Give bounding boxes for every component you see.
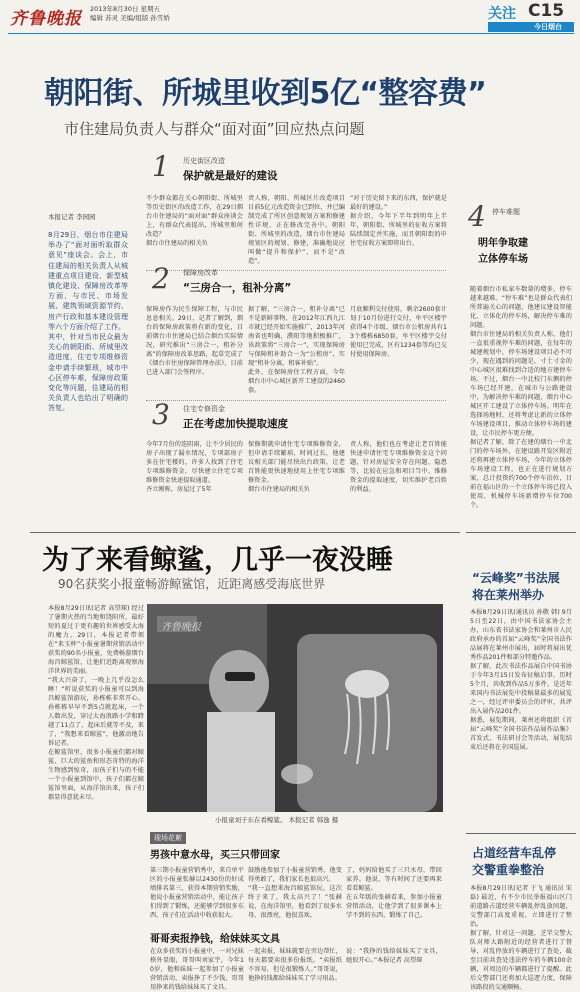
story2-col2: 一起卖报，妹妹就要在旁边帮忙，每天都要卖很多份报纸。“卖报纸不容易，但是很锻炼人。”哥哥说，他挣的钱都给妹妹买了学习用品。 [248,948,342,982]
traffic-title-line1: 占道经营车乱停 [472,846,557,860]
calligraphy-title-line2: 将在莱州举办 [472,588,545,602]
section-2-number: 2 [152,262,170,295]
section-2-col1: 保障房作为民生保障工程，与市民息息相关。29日，记者了解到，烟台的保障房政策将有新的变化，目前烟台市住建局已结合烟台实际情况，研究推出“三房合一，租补分离”的保障房改革思路，起草完成了《烟台市住房保障管理办法》，目前已进入部门会签程序。 [146,306,243,376]
section-1-col3: “对于历史留下来的东西，保护就是最好的建设。” 据介绍，今年下半年到明年上半年，朝阳街、所城里的征收方案将陆续制定并实施，而且朝阳街的申住宅征收方案即将出台。 [350,195,447,247]
masthead [0,0,580,34]
lead-byline: 本报记者 李园园 [48,213,96,221]
editor-line: 编辑 苏灵 美编/组版 孙雪娇 [90,14,170,22]
newspaper-logo: 齐鲁晚报 [10,9,82,29]
section-4-title [478,236,528,268]
section-4-text: 随着烟台市私家车数量的增多，停车越来越难。“停车难”也是群众代表们所普遍关心的问题，他建议建设智能化、立体化的停车场，解决停车难的问题。 烟台市住建局的相关负责人称，他们一直很重视停车难的问题，在每年的城建规划中，停车场建设项目必不可少，现在遇到的问题是，寸土寸金的中心城区很难找到合适的地方建停车场。不过，烟台一中北校门东侧的停车场已经开建，在城市与公路建设中，为解决停车难的问题，烟台中心城区开工建设了立体停车场。明年在选择场地时，还将考虑让新的立体停车场建设项目，推动立体停车场的建设，让市民停车更方便。 据记者了解，除了在建的烟台一中北门的停车场外，在建设路开发区附近还将再建立体停车场，今年的立体停车场建设工程，也正在进行规划方案，总计投资约700个停车泊位，目前在福山区的一个立体停车场已投入使用，机械停车场新增停车位700个。 [470,286,572,509]
section-4-kicker: 停车难题 [492,208,520,216]
section-3-kicker: 住宅专修资金 [183,405,225,413]
story1-col1: 第三期小报童营销秀中，来自单平区的小报童张赫以2430份的好成绩排名第三，获得本期营销奖励，他说小报童营销活动中，能让孩子们得到了锻炼，还能够学到很多东西，孩子们在活动中收获很大。 [150,867,244,919]
section-4-title-line1: 明年争取建 [478,238,528,249]
date-line: 2013年8月30日 星期五 [90,5,161,13]
main-headline: 朝阳街、所城里收到5亿“整容费” [44,76,487,111]
section-2-kicker: 保障房改革 [183,269,218,277]
section-1-kicker: 历史街区改造 [183,157,225,165]
main-subheadline: 市住建局负责人与群众“面对面”回应热点问题 [64,120,365,138]
section-4-number: 4 [468,200,486,233]
traffic-text: 本报8月29日讯(记者 于飞 通讯员 宋磊) 最近，有不少市民举报福山区门前道路占道经营车辆乱停乱放问题，交警部门高度重视，立即进行了整治。 据了解，针对这一问题，芝罘交警大队对师大路附近的经营者进行了督导，对乱停放的车辆进行了查处，截至目前共查处违法停车的车辆100余辆，对周边的车辆都进行了提醒。此后交警部门还将加大巡逻力度，保障该路段的交通顺畅。 [470,885,572,991]
whale-headline: 为了来看鲸鲨，几乎一夜没睡 [42,545,393,576]
section-3-col2: 保修期就申请住宅专项维修资金，但申请手续繁琐，时间过长，他建议相关部门能尽快出台政策，让老百姓能更快速地使用上住宅专项维修资金。 烟台市住建局的相关负 [248,441,345,493]
calligraphy-title-line1: “云峰奖”书法展 [472,571,560,585]
lead-text: 8月29日，烟台市住建局举办了“面对面听取群众意见”座谈会。会上，市住建局的相关负责人从城建重点项目建设、新型城镇化建设、保障房改革等方面，与市民、市场发展、建筑领域资源节约、房产行政和基本建设管理等六个方面介绍了工作。 其中，针对当市民众最为关心的朝阳街、所城里改造进度，住宅专项维修资金申请手续繁琐，城市中心区停车难，保障房政策变化等问题，住建局的相关负责人也给出了明确的答复。 [48,231,128,413]
section-1-col1: 不少群众都在关心朝阳街、所城里等历史街区的改造工作，在29日烟台市住建局的“面对面”群众座谈会上，有群众代表提出，所城里和何改造？ 烟台市住建局的相关负 [146,195,243,247]
page-code: C15 [528,1,565,21]
section-3-col1: 今年7月份的连阴雨，让不少居民的房子出现了漏水情况，专项部房子多在住宅楼的，许多人找到了住宅专项维修资金，尽快建立住宅专项维修资金快速提取通道。 齐立刚称，房屋过了5年 [146,441,243,493]
story2-col1: 在众多获奖的小报童中，一对兄妹格外显眼，哥哥叫刘家宇，今年10岁，他和妹妹一起参加了小报童营销活动，卖报挣了不少钱，哥哥用挣来的钱给妹妹买了文具。 [150,948,244,991]
story1-col3: 了，妈妈给他买了三只水母，带回家养。他说，等有时间了还要再来看看鲸鲨。 在五年级的张赫看来，参加小报童营销活动，让他学到了很多课本上学不到的东西，锻炼了自己。 [346,867,442,919]
section-1-title: 保护就是最好的建设 [183,170,278,182]
whale-photo [147,604,443,812]
section-label: 关注 [488,6,516,22]
story2-title: 哥哥卖报挣钱，给妹妹买文具 [150,934,280,945]
whale-col1: 本报8月29日讯(记者 高望琛) 经过了暑期火热的当地和饶阳所，最好短的夏过于更有趣的世界感受大海的魔力，29日，本报记者带领在“来玉杯”小报童暑期营销活动中获奖的90名小报童，免费畅游烟台海昌鲸鲨馆，让他们近距离观察海洋世界的美丽。 “我大兴奋了，一晚上几乎没怎么睡！”听说获奖的小报童可以到海昌鲸鲨馆游玩，孙栋栋非常开心。孙栋栋早早不到5点就起床，一个人数出发，穿过大海浪路小学和跨越了11点了，起床后就等不及，来了，“我想来看鲸鲨”，他激动地告诉记者。 在鲸鲨馆里，很多小报童们都对鲸鲨、巨大的鲨鱼和形态奇特的海洋生物感到惊奇，而孩子们与的不能一个小报童到馆中，孩子们都在鲸鲨馆里面，从海洋馆出来，孩子们都显得意犹未尽。 [48,605,144,801]
story1-col2: 鼓励他参加了小报童营销秀，他变得勇敢了，我们家长也很高兴。 “我一直想来海昌鲸鲨馆玩，这次终于来了，我太高兴了！”张赫说，在海洋馆里，他看到了很多水母，很漂亮，他很喜欢。 [248,867,342,919]
story1-title: 男孩中意水母，买三只带回家 [150,850,280,861]
section-2-col2: 据了解，“三房合一，租补分离”已不是新鲜事物，在2012年江西九江市就已经开始实施推广，2013年河南省也明确，濮阳等地积极推广，该政策将“三房合一”，实现保障房与保障租补助合一为“公租房”，实现“租补分离，租客补贴”。 此外，在保障房住工程方面，今年烟台市中心城区新开工建设的2460套。 [248,306,345,394]
photo-caption: 小报童刘子东在看鲸鲨。 本报记者 韩逸 摄 [215,816,339,824]
section-4-title-line2: 立体停车场 [478,254,528,265]
story2-col3: 说：“我挣的钱给妹妹买了文具，她很开心。”本报记者 高望琛 [346,948,442,964]
section-1-col2: 责人称，朝阳、所城区片改造项目目前5亿元改造资金已到位，并已编制完成了所区创意规划方案和修建性详规，正在修改完善中。朝阳街、所城里的改造，烟台市住建局规划区的规划、修建，准确地说应叫做“提升和保护”，而不是“改造”。 [248,195,345,265]
section-3-col3: 责人称，他们也在考虑让老百姓能快速申请住宅专项维修资金这个问题，针对房屋安全存在问题、隐患等，比较在应急和项目当中、维修资金的提取速度，切实维护老百姓的利益。 [350,441,447,493]
section-3-number: 3 [152,398,170,431]
section-3-title: 正在考虑加快提取速度 [183,418,288,430]
calligraphy-text: 本报8月29日讯(通讯员 孙敬 韩) 9月5日至22日，由中国书法家协会主办，山东省书法家协会和莱州市人民政府承办的首届“云峰奖”全国书法作品展将在莱州市展出，届时将展出优秀作品201件和部分特邀作品。 据了解，此次书法作品展自中国书协于今年3月15日发布征稿启事，历时5个月，共收到作品5万多件，是近年来国内书法展览中投稿量最多的展览之一，经过评审委员会的评审，共评出入展作品201件。 据悉，展览期间，莱州还将组织《首届“云峰奖”全国书法作品展作品集》首发式、书法研讨会等活动，展览结束后还将在全国巡展。 [470,609,572,751]
section-1-number: 1 [152,150,170,183]
traffic-title-line2: 交警重拳整治 [472,863,545,877]
whale-subheadline: 90名获奖小报童畅游鲸鲨馆，近距离感受海底世界 [58,577,326,591]
calligraphy-title [472,570,560,604]
photo-watermark: 齐鲁晚报 [161,622,201,633]
edition-label: 今日烟台 [534,23,562,31]
section-2-col3: 月底顺利交付使用，剩余2600套计划于10月份进行交付，牟平区楼宇获得4个市级、烟台市公租房共有13个楼栋6850套，牟平区楼宇交付使用已完成，区有1234套等均已交付使用保障房。 [350,306,447,358]
story1-label: 现场花絮 [150,832,186,844]
section-2-title: “三房合一，租补分离” [183,282,292,294]
traffic-title [472,845,556,879]
photo-illustration [147,604,443,812]
